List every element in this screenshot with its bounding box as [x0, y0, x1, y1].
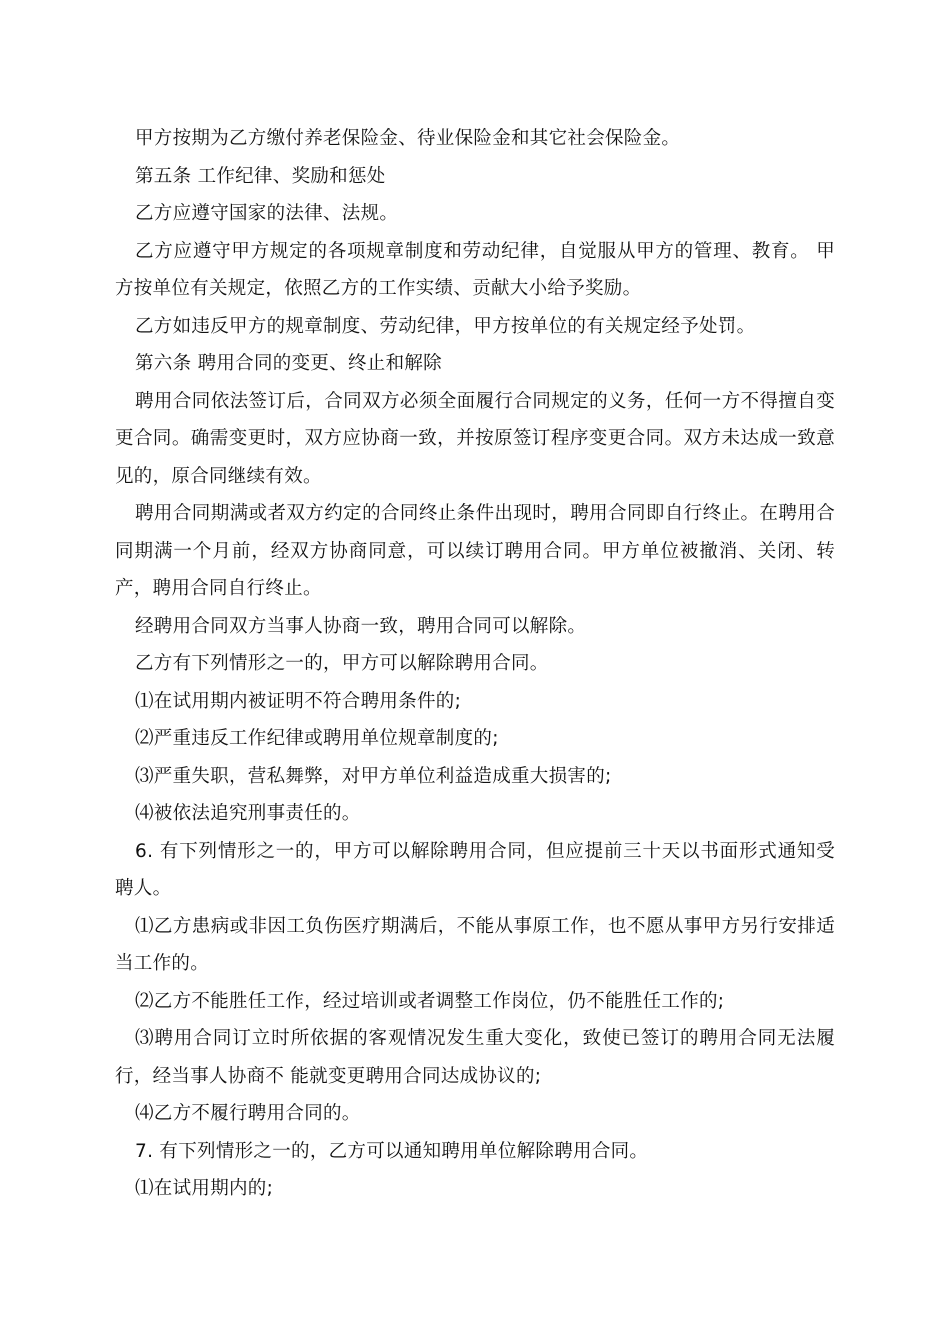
list-item: ⑴乙方患病或非因工负伤医疗期满后，不能从事原工作，也不愿从事甲方另行安排适当工作的。: [115, 915, 835, 974]
heading-article-6: 第六条 聘用合同的变更、终止和解除: [135, 353, 442, 374]
paragraph-item-6: 6. 有下列情形之一的，甲方可以解除聘用合同，但应提前三十天以书面形式通知受聘人。: [115, 840, 835, 899]
list-item: ⑶聘用合同订立时所依据的客观情况发生重大变化，致使已签订的聘用合同无法履行，经当事人协商不 能就变更聘用合同达成协议的;: [115, 1028, 835, 1087]
paragraph-item-7: 7. 有下列情形之一的，乙方可以通知聘用单位解除聘用合同。: [135, 1140, 649, 1162]
paragraph-mutual-dissolution: 经聘用合同双方当事人协商一致，聘用合同可以解除。: [135, 615, 587, 637]
paragraph-contract-change: 聘用合同依法签订后，合同双方必须全面履行合同规定的义务，任何一方不得擅自变更合同。确需变更时，双方应协商一致，并按原签订程序变更合同。双方未达成一致意见的，原合同继续有效。: [115, 390, 835, 487]
list-item: ⑵乙方不能胜任工作，经过培训或者调整工作岗位，仍不能胜任工作的;: [135, 990, 725, 1012]
list-item: ⑷被依法追究刑事责任的。: [135, 803, 361, 824]
paragraph-obey-rules-rewards: 乙方应遵守甲方规定的各项规章制度和劳动纪律，自觉服从甲方的管理、教育。 甲方按单位有关规定，依照乙方的工作实绩、贡献大小给予奖励。: [115, 240, 835, 299]
list-item: ⑶严重失职，营私舞弊，对甲方单位利益造成重大损害的;: [135, 765, 612, 787]
document-body: [115, 120, 835, 1208]
list-item: ⑴在试用期内的;: [135, 1178, 274, 1199]
heading-article-5: 第五条 工作纪律、奖励和惩处: [135, 165, 386, 187]
list-item: ⑵严重违反工作纪律或聘用单位规章制度的;: [135, 728, 499, 749]
paragraph-contract-termination: 聘用合同期满或者双方约定的合同终止条件出现时，聘用合同即自行终止。在聘用合同期满一个月前，经双方协商同意，可以续订聘用合同。甲方单位被撤消、关闭、转产，聘用合同自行终止。: [115, 503, 835, 599]
list-item: ⑷乙方不履行聘用合同的。: [135, 1103, 361, 1124]
paragraph-pension-payment: 甲方按期为乙方缴付养老保险金、待业保险金和其它社会保险金。: [135, 128, 681, 149]
paragraph-employer-dissolution-intro: 乙方有下列情形之一的，甲方可以解除聘用合同。: [135, 653, 549, 674]
paragraph-violations-penalty: 乙方如违反甲方的规章制度、劳动纪律，甲方按单位的有关规定经予处罚。: [135, 315, 756, 337]
list-item: ⑴在试用期内被证明不符合聘用条件的;: [135, 690, 462, 712]
paragraph-obey-laws: 乙方应遵守国家的法律、法规。: [135, 203, 399, 224]
